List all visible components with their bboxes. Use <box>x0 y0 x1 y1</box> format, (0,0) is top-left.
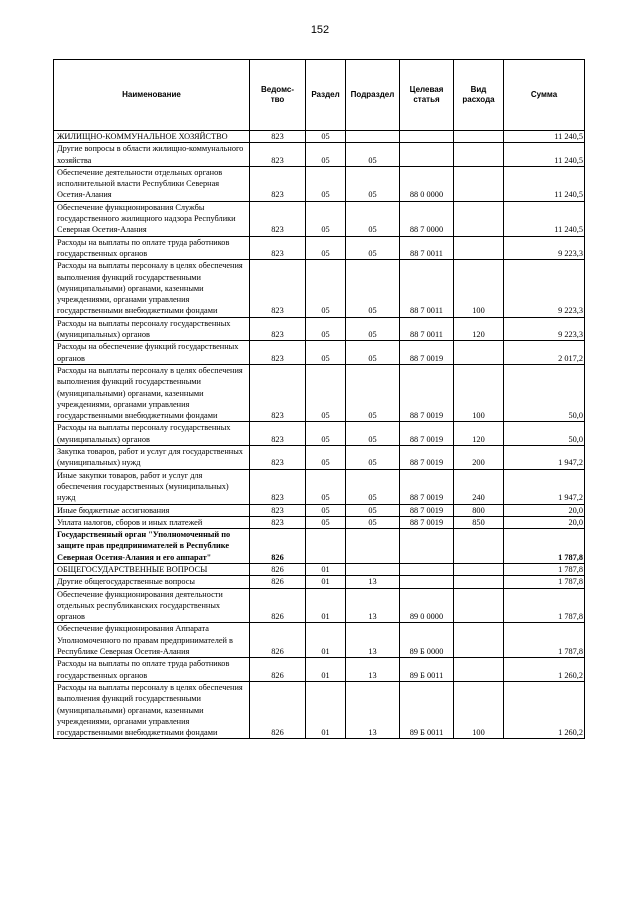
table-row <box>54 236 585 260</box>
cell-name: Другие вопросы в области жилищно-коммунального хозяйства <box>54 143 250 167</box>
cell-subsection: 05 <box>346 143 400 167</box>
cell-name: Расходы на выплаты персоналу в целях обеспечения выполнения функций государственными (муниципальными) органами, казенными учреждениями, органами управления государственными внебюджетными фондами <box>54 681 250 738</box>
cell-article: 89 Б 0000 <box>400 623 454 658</box>
cell-section: 05 <box>306 166 346 201</box>
cell-dept: 826 <box>250 588 306 623</box>
cell-expense-type: 100 <box>454 364 504 421</box>
cell-subsection: 05 <box>346 260 400 317</box>
cell-article: 89 Б 0011 <box>400 658 454 682</box>
cell-article: 88 0 0000 <box>400 166 454 201</box>
cell-article: 88 7 0019 <box>400 504 454 516</box>
cell-expense-type: 100 <box>454 681 504 738</box>
cell-subsection: 13 <box>346 576 400 588</box>
cell-expense-type <box>454 658 504 682</box>
cell-subsection: 05 <box>346 364 400 421</box>
cell-article <box>400 563 454 575</box>
cell-expense-type <box>454 131 504 143</box>
cell-expense-type <box>454 143 504 167</box>
cell-subsection: 05 <box>346 236 400 260</box>
cell-name: Закупка товаров, работ и услуг для государственных (муниципальных) нужд <box>54 446 250 470</box>
cell-section: 05 <box>306 504 346 516</box>
cell-dept: 823 <box>250 504 306 516</box>
cell-section: 01 <box>306 658 346 682</box>
cell-article: 88 7 0011 <box>400 236 454 260</box>
page-number: 152 <box>310 24 330 36</box>
header-sum: Сумма <box>504 60 585 131</box>
cell-dept: 823 <box>250 236 306 260</box>
cell-article <box>400 131 454 143</box>
cell-subsection: 05 <box>346 469 400 504</box>
cell-dept: 826 <box>250 623 306 658</box>
table-body <box>54 131 585 739</box>
cell-section: 01 <box>306 576 346 588</box>
cell-dept: 823 <box>250 516 306 528</box>
cell-name: Обеспечение функционирования Службы государственного жилищного надзора Республики Северная Осетия-Алания <box>54 201 250 236</box>
cell-sum: 1 787,8 <box>504 588 585 623</box>
cell-dept: 823 <box>250 131 306 143</box>
cell-article: 88 7 0011 <box>400 317 454 341</box>
header-expense-type <box>454 60 504 131</box>
cell-sum: 11 240,5 <box>504 143 585 167</box>
table-row <box>54 529 585 564</box>
cell-section: 01 <box>306 588 346 623</box>
cell-name: ЖИЛИЩНО-КОММУНАЛЬНОЕ ХОЗЯЙСТВО <box>54 131 250 143</box>
header-dept-label: Ведомс- тво <box>260 85 294 104</box>
cell-name: Обеспечение деятельности отдельных органов исполнительной власти Республики Северная Осетия-Алания <box>54 166 250 201</box>
table-row <box>54 576 585 588</box>
cell-sum: 1 787,8 <box>504 529 585 564</box>
cell-expense-type <box>454 236 504 260</box>
cell-subsection: 05 <box>346 504 400 516</box>
cell-name: Иные бюджетные ассигнования <box>54 504 250 516</box>
cell-sum: 9 223,3 <box>504 317 585 341</box>
cell-section: 01 <box>306 681 346 738</box>
cell-sum: 50,0 <box>504 364 585 421</box>
cell-sum: 9 223,3 <box>504 260 585 317</box>
cell-name: Расходы на выплаты персоналу в целях обеспечения выполнения функций государственными (муниципальными) органами, казенными учреждениями, органами управления государственными внебюджетными фондами <box>54 260 250 317</box>
cell-sum: 11 240,5 <box>504 166 585 201</box>
cell-expense-type: 240 <box>454 469 504 504</box>
cell-article: 89 0 0000 <box>400 588 454 623</box>
cell-section: 05 <box>306 143 346 167</box>
cell-subsection: 05 <box>346 446 400 470</box>
cell-sum: 1 260,2 <box>504 658 585 682</box>
cell-expense-type <box>454 529 504 564</box>
cell-name: Обеспечение функционирования деятельности отдельных республиканских государственных органов <box>54 588 250 623</box>
cell-sum: 1 787,8 <box>504 563 585 575</box>
header-name: Наименование <box>54 60 250 131</box>
cell-expense-type <box>454 341 504 365</box>
cell-subsection <box>346 529 400 564</box>
cell-name: Расходы на выплаты по оплате труда работников государственных органов <box>54 236 250 260</box>
cell-sum: 11 240,5 <box>504 201 585 236</box>
cell-name: Уплата налогов, сборов и иных платежей <box>54 516 250 528</box>
cell-section: 05 <box>306 364 346 421</box>
header-section: Раздел <box>306 60 346 131</box>
cell-article: 88 7 0019 <box>400 446 454 470</box>
table-row <box>54 504 585 516</box>
cell-dept: 823 <box>250 201 306 236</box>
cell-expense-type <box>454 576 504 588</box>
cell-section: 05 <box>306 469 346 504</box>
cell-subsection <box>346 563 400 575</box>
cell-expense-type <box>454 588 504 623</box>
cell-expense-type: 120 <box>454 422 504 446</box>
cell-article: 88 7 0019 <box>400 516 454 528</box>
cell-article: 88 7 0019 <box>400 341 454 365</box>
cell-article: 88 7 0019 <box>400 364 454 421</box>
cell-section: 01 <box>306 623 346 658</box>
cell-article: 88 7 0000 <box>400 201 454 236</box>
cell-subsection: 13 <box>346 658 400 682</box>
cell-section: 05 <box>306 422 346 446</box>
table-row <box>54 422 585 446</box>
cell-subsection <box>346 131 400 143</box>
cell-section: 05 <box>306 341 346 365</box>
table-row <box>54 588 585 623</box>
cell-section: 05 <box>306 317 346 341</box>
cell-dept: 823 <box>250 446 306 470</box>
cell-dept: 826 <box>250 681 306 738</box>
table-row <box>54 681 585 738</box>
header-subsection: Подраздел <box>346 60 400 131</box>
cell-subsection: 05 <box>346 166 400 201</box>
cell-section <box>306 529 346 564</box>
table-row <box>54 260 585 317</box>
table-row <box>54 201 585 236</box>
table-row <box>54 364 585 421</box>
cell-name: Расходы на выплаты персоналу государственных (муниципальных) органов <box>54 317 250 341</box>
cell-sum: 2 017,2 <box>504 341 585 365</box>
cell-article: 88 7 0011 <box>400 260 454 317</box>
table-row <box>54 563 585 575</box>
cell-article: 88 7 0019 <box>400 422 454 446</box>
table-row <box>54 166 585 201</box>
cell-article <box>400 576 454 588</box>
cell-section: 05 <box>306 446 346 470</box>
cell-dept: 823 <box>250 143 306 167</box>
cell-sum: 50,0 <box>504 422 585 446</box>
cell-expense-type <box>454 563 504 575</box>
cell-sum: 1 947,2 <box>504 446 585 470</box>
cell-name: ОБЩЕГОСУДАРСТВЕННЫЕ ВОПРОСЫ <box>54 563 250 575</box>
cell-name: Расходы на выплаты по оплате труда работников государственных органов <box>54 658 250 682</box>
cell-dept: 826 <box>250 658 306 682</box>
cell-subsection: 13 <box>346 681 400 738</box>
cell-expense-type <box>454 166 504 201</box>
table-row <box>54 516 585 528</box>
cell-expense-type: 850 <box>454 516 504 528</box>
cell-name: Расходы на обеспечение функций государственных органов <box>54 341 250 365</box>
cell-subsection: 05 <box>346 516 400 528</box>
cell-article: 89 Б 0011 <box>400 681 454 738</box>
cell-dept: 823 <box>250 317 306 341</box>
cell-sum: 1 787,8 <box>504 576 585 588</box>
cell-dept: 823 <box>250 260 306 317</box>
cell-subsection: 13 <box>346 588 400 623</box>
cell-subsection: 05 <box>346 422 400 446</box>
cell-dept: 823 <box>250 469 306 504</box>
budget-table <box>53 59 585 739</box>
cell-name: Другие общегосударственные вопросы <box>54 576 250 588</box>
cell-expense-type <box>454 623 504 658</box>
cell-expense-type: 120 <box>454 317 504 341</box>
cell-dept: 823 <box>250 364 306 421</box>
table-row <box>54 341 585 365</box>
cell-expense-type: 100 <box>454 260 504 317</box>
cell-name: Расходы на выплаты персоналу в целях обеспечения выполнения функций государственными (муниципальными) органами, казенными учреждениями, органами управления государственными внебюджетными фондами <box>54 364 250 421</box>
cell-name: Обеспечение функционирования Аппарата Уполномоченного по правам предпринимателей в Республике Северная Осетия-Алания <box>54 623 250 658</box>
cell-article: 88 7 0019 <box>400 469 454 504</box>
cell-dept: 823 <box>250 422 306 446</box>
cell-section: 05 <box>306 131 346 143</box>
header-dept <box>250 60 306 131</box>
cell-sum: 9 223,3 <box>504 236 585 260</box>
cell-dept: 823 <box>250 341 306 365</box>
cell-dept: 823 <box>250 166 306 201</box>
table-row <box>54 446 585 470</box>
cell-subsection: 05 <box>346 317 400 341</box>
cell-sum: 11 240,5 <box>504 131 585 143</box>
cell-article <box>400 529 454 564</box>
cell-sum: 20,0 <box>504 504 585 516</box>
cell-sum: 1 947,2 <box>504 469 585 504</box>
cell-section: 05 <box>306 201 346 236</box>
cell-name: Иные закупки товаров, работ и услуг для обеспечения государственных (муниципальных) нужд <box>54 469 250 504</box>
table-row <box>54 658 585 682</box>
cell-dept: 826 <box>250 576 306 588</box>
cell-sum: 1 260,2 <box>504 681 585 738</box>
table-header-row <box>54 60 585 131</box>
table-row <box>54 623 585 658</box>
cell-article <box>400 143 454 167</box>
cell-sum: 20,0 <box>504 516 585 528</box>
header-expense-type-label: Вид расхода <box>462 85 495 104</box>
header-article-label: Целевая статья <box>409 85 444 104</box>
cell-subsection: 05 <box>346 201 400 236</box>
cell-subsection: 05 <box>346 341 400 365</box>
table-row <box>54 317 585 341</box>
cell-section: 05 <box>306 260 346 317</box>
cell-section: 05 <box>306 516 346 528</box>
cell-expense-type: 800 <box>454 504 504 516</box>
cell-dept: 826 <box>250 563 306 575</box>
cell-name: Государственный орган "Уполномоченный по защите прав предпринимателей в Республике Северная Осетия-Алания и его аппарат" <box>54 529 250 564</box>
table-row <box>54 143 585 167</box>
cell-dept: 826 <box>250 529 306 564</box>
header-article <box>400 60 454 131</box>
cell-expense-type <box>454 201 504 236</box>
cell-section: 01 <box>306 563 346 575</box>
table-row <box>54 469 585 504</box>
cell-subsection: 13 <box>346 623 400 658</box>
table-row <box>54 131 585 143</box>
cell-sum: 1 787,8 <box>504 623 585 658</box>
cell-section: 05 <box>306 236 346 260</box>
cell-expense-type: 200 <box>454 446 504 470</box>
cell-name: Расходы на выплаты персоналу государственных (муниципальных) органов <box>54 422 250 446</box>
